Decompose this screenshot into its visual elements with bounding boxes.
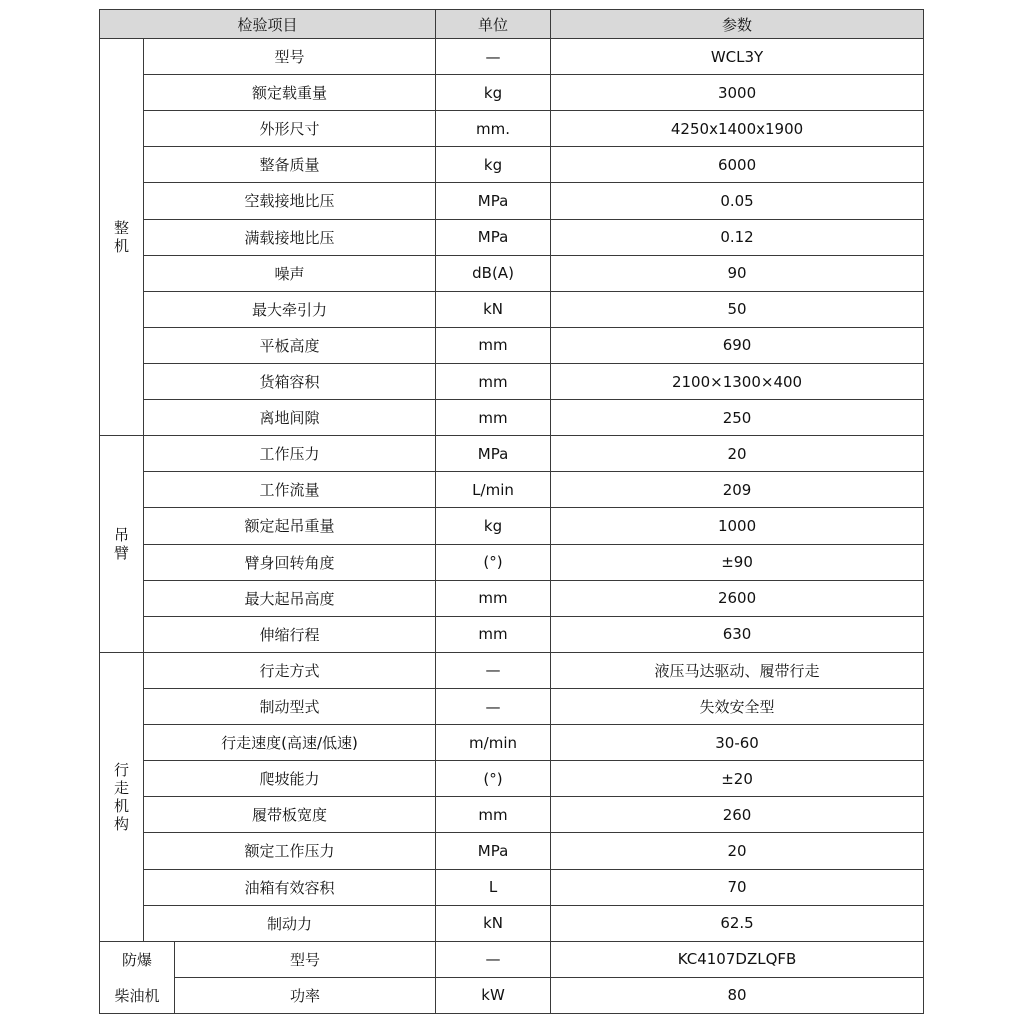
item-cell: 工作流量 bbox=[144, 472, 436, 508]
item-cell: 货箱容积 bbox=[144, 363, 436, 399]
unit-cell: kN bbox=[436, 291, 551, 327]
item-cell: 平板高度 bbox=[144, 327, 436, 363]
unit-cell: MPa bbox=[436, 436, 551, 472]
value-cell: ±20 bbox=[551, 761, 924, 797]
value-cell: 250 bbox=[551, 400, 924, 436]
table-row bbox=[100, 291, 924, 327]
value-cell: 90 bbox=[551, 255, 924, 291]
table-row bbox=[100, 327, 924, 363]
header-row bbox=[100, 10, 924, 39]
table-row bbox=[100, 616, 924, 652]
item-cell: 功率 bbox=[175, 977, 436, 1013]
unit-cell: — bbox=[436, 688, 551, 724]
item-cell: 满载接地比压 bbox=[144, 219, 436, 255]
unit-cell: L/min bbox=[436, 472, 551, 508]
item-cell: 最大牵引力 bbox=[144, 291, 436, 327]
item-cell: 工作压力 bbox=[144, 436, 436, 472]
table-row bbox=[100, 580, 924, 616]
table-row bbox=[100, 652, 924, 688]
value-cell: 50 bbox=[551, 291, 924, 327]
header-unit: 单位 bbox=[436, 10, 551, 39]
item-cell: 履带板宽度 bbox=[144, 797, 436, 833]
value-cell: 1000 bbox=[551, 508, 924, 544]
value-cell: 20 bbox=[551, 436, 924, 472]
table-row bbox=[100, 508, 924, 544]
unit-cell: mm bbox=[436, 580, 551, 616]
table-row bbox=[100, 111, 924, 147]
value-cell: 2600 bbox=[551, 580, 924, 616]
item-cell: 空载接地比压 bbox=[144, 183, 436, 219]
header-item: 检验项目 bbox=[100, 10, 436, 39]
item-cell: 额定载重量 bbox=[144, 75, 436, 111]
group-label-text: 行走机构 bbox=[113, 760, 129, 833]
value-cell: ±90 bbox=[551, 544, 924, 580]
table-row bbox=[100, 797, 924, 833]
table-row bbox=[100, 833, 924, 869]
value-cell: 0.12 bbox=[551, 219, 924, 255]
value-cell: KC4107DZLQFB bbox=[551, 941, 924, 977]
spec-body bbox=[100, 39, 924, 1014]
item-cell: 整备质量 bbox=[144, 147, 436, 183]
value-cell: 3000 bbox=[551, 75, 924, 111]
unit-cell: kg bbox=[436, 147, 551, 183]
table-row bbox=[100, 255, 924, 291]
value-cell: 690 bbox=[551, 327, 924, 363]
item-cell: 型号 bbox=[144, 39, 436, 75]
value-cell: 70 bbox=[551, 869, 924, 905]
table-row bbox=[100, 363, 924, 399]
item-cell: 制动型式 bbox=[144, 688, 436, 724]
group-label-text: 吊臂 bbox=[113, 526, 129, 563]
unit-cell: kg bbox=[436, 508, 551, 544]
table-row bbox=[100, 436, 924, 472]
value-cell: 0.05 bbox=[551, 183, 924, 219]
table-row bbox=[100, 39, 924, 75]
unit-cell: m/min bbox=[436, 725, 551, 761]
unit-cell: kW bbox=[436, 977, 551, 1013]
item-cell: 离地间隙 bbox=[144, 400, 436, 436]
value-cell: WCL3Y bbox=[551, 39, 924, 75]
item-cell: 油箱有效容积 bbox=[144, 869, 436, 905]
unit-cell: dB(A) bbox=[436, 255, 551, 291]
item-cell: 噪声 bbox=[144, 255, 436, 291]
unit-cell: MPa bbox=[436, 219, 551, 255]
item-cell: 额定工作压力 bbox=[144, 833, 436, 869]
unit-cell: — bbox=[436, 652, 551, 688]
table-row bbox=[100, 725, 924, 761]
unit-cell: kN bbox=[436, 905, 551, 941]
unit-cell: mm bbox=[436, 327, 551, 363]
value-cell: 20 bbox=[551, 833, 924, 869]
unit-cell: kg bbox=[436, 75, 551, 111]
item-cell: 行走方式 bbox=[144, 652, 436, 688]
unit-cell: (°) bbox=[436, 761, 551, 797]
table-row bbox=[100, 472, 924, 508]
value-cell: 30-60 bbox=[551, 725, 924, 761]
unit-cell: mm. bbox=[436, 111, 551, 147]
table-row bbox=[100, 688, 924, 724]
table-row bbox=[100, 941, 924, 977]
unit-cell: MPa bbox=[436, 833, 551, 869]
value-cell: 630 bbox=[551, 616, 924, 652]
table-row bbox=[100, 977, 924, 1013]
unit-cell: mm bbox=[436, 797, 551, 833]
unit-cell: mm bbox=[436, 363, 551, 399]
unit-cell: L bbox=[436, 869, 551, 905]
table-row bbox=[100, 75, 924, 111]
unit-cell: MPa bbox=[436, 183, 551, 219]
table-row bbox=[100, 219, 924, 255]
item-cell: 臂身回转角度 bbox=[144, 544, 436, 580]
group-label-text: 整机 bbox=[113, 219, 129, 256]
item-cell: 额定起吊重量 bbox=[144, 508, 436, 544]
table-row bbox=[100, 869, 924, 905]
value-cell: 6000 bbox=[551, 147, 924, 183]
table-row bbox=[100, 905, 924, 941]
item-cell: 制动力 bbox=[144, 905, 436, 941]
unit-cell: — bbox=[436, 941, 551, 977]
value-cell: 2100×1300×400 bbox=[551, 363, 924, 399]
table-row bbox=[100, 544, 924, 580]
spec-table bbox=[99, 9, 924, 1014]
table-row bbox=[100, 147, 924, 183]
unit-cell: mm bbox=[436, 400, 551, 436]
item-cell: 型号 bbox=[175, 941, 436, 977]
unit-cell: — bbox=[436, 39, 551, 75]
value-cell: 62.5 bbox=[551, 905, 924, 941]
table-row bbox=[100, 761, 924, 797]
item-cell: 伸缩行程 bbox=[144, 616, 436, 652]
value-cell: 失效安全型 bbox=[551, 688, 924, 724]
value-cell: 209 bbox=[551, 472, 924, 508]
table-row bbox=[100, 183, 924, 219]
header-param: 参数 bbox=[551, 10, 924, 39]
item-cell: 爬坡能力 bbox=[144, 761, 436, 797]
unit-cell: (°) bbox=[436, 544, 551, 580]
item-cell: 行走速度(高速/低速) bbox=[144, 725, 436, 761]
value-cell: 4250x1400x1900 bbox=[551, 111, 924, 147]
unit-cell: mm bbox=[436, 616, 551, 652]
item-cell: 最大起吊高度 bbox=[144, 580, 436, 616]
engine-label-top: 防爆 bbox=[100, 941, 175, 977]
item-cell: 外形尺寸 bbox=[144, 111, 436, 147]
value-cell: 液压马达驱动、履带行走 bbox=[551, 652, 924, 688]
value-cell: 80 bbox=[551, 977, 924, 1013]
group-label bbox=[100, 652, 144, 941]
value-cell: 260 bbox=[551, 797, 924, 833]
group-label bbox=[100, 436, 144, 653]
table-row bbox=[100, 400, 924, 436]
group-label bbox=[100, 39, 144, 436]
engine-label-bottom: 柴油机 bbox=[100, 977, 175, 1013]
